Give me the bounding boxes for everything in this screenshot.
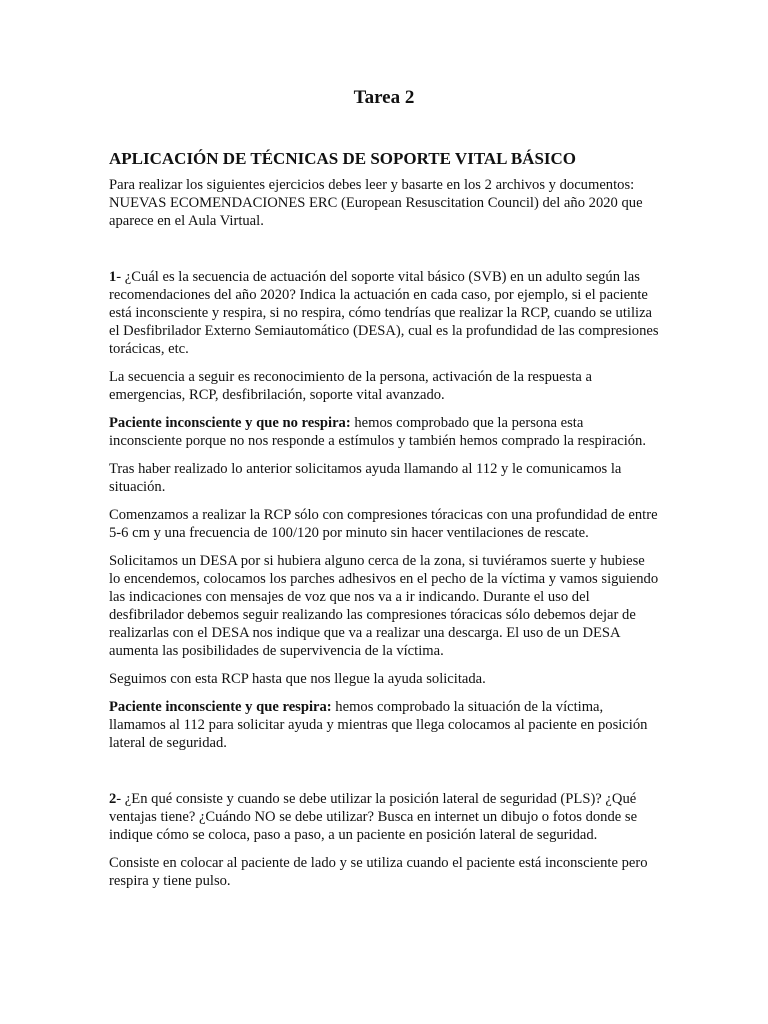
answer-1-continue: Seguimos con esta RCP hasta que nos llegue la ayuda solicitada.: [109, 671, 486, 687]
breathing-label: Paciente inconsciente y que respira:: [109, 699, 332, 715]
no-breathing-label: Paciente inconsciente y que no respira:: [109, 415, 351, 431]
no-breathing-text: hemos comprobado que la persona esta inconsciente porque no nos responde a estímulos y también hemos comprado la respiración.: [109, 415, 646, 449]
section-heading: APLICACIÓN DE TÉCNICAS DE SOPORTE VITAL BÁSICO: [109, 149, 577, 168]
answer-1-rcp: Comenzamos a realizar la RCP sólo con compresiones tóracicas con una profundidad de entre 5-6 cm y una frecuencia de 100/120 por minuto sin hacer ventilaciones de rescate.: [109, 507, 658, 541]
document-page: [109, 86, 659, 900]
question-2-number: 2: [109, 791, 117, 807]
question-1-text: - ¿Cuál es la secuencia de actuación del soporte vital básico (SVB) en un adulto según las recomendaciones del año 2020? Indica la actuación en cada caso, por ejemplo, si el paciente está inconsciente y respira, si no respira, cómo tendrías que realizar la RCP, cuando se utiliza el Desfibrilador Externo Semiautomático (DESA), cual es la profundidad de las compresiones torácicas, etc.: [109, 269, 659, 357]
answer-1-call-112: Tras haber realizado lo anterior solicitamos ayuda llamando al 112 y le comunicamos la situación.: [109, 461, 622, 495]
spacer: [109, 762, 659, 790]
question-2: [109, 790, 659, 844]
question-2-text: - ¿En qué consiste y cuando se debe utilizar la posición lateral de seguridad (PLS)? ¿Qué ventajas tiene? ¿Cuándo NO se debe utilizar? Busca en internet un dibujo o fotos donde se indique cómo se coloca, paso a paso, a un paciente en posición lateral de seguridad.: [109, 791, 638, 843]
answer-1-desa: Solicitamos un DESA por si hubiera alguno cerca de la zona, si tuviéramos suerte y hubiese lo encendemos, colocamos los parches adhesivos en el pecho de la víctima y vamos siguiendo las indicaciones con mensajes de voz que nos va a ir indicando. Durante el uso del desfibrilador debemos seguir realizando las compresiones tóracicas sólo debemos dejar de realizarlas con el DESA nos indique que va a realizar una descarga. El uso de un DESA aumenta las posibilidades de supervivencia de la víctima.: [109, 553, 659, 659]
answer-1-breathing: [109, 698, 659, 752]
answer-1-sequence: La secuencia a seguir es reconocimiento de la persona, activación de la respuesta a emergencias, RCP, desfibrilación, soporte vital avanzado.: [109, 369, 592, 403]
intro-paragraph: Para realizar los siguientes ejercicios debes leer y basarte en los 2 archivos y documentos: NUEVAS ECOMENDACIONES ERC (European Resuscitation Council) del año 2020 que aparece en el Aula Virtual.: [109, 177, 643, 229]
breathing-text: hemos comprobado la situación de la víctima, llamamos al 112 para solicitar ayuda y mientras que llega colocamos al paciente en posición lateral de seguridad.: [109, 699, 648, 751]
question-1-number: 1: [109, 269, 117, 285]
spacer: [109, 240, 659, 268]
document-title: Tarea 2: [353, 87, 415, 108]
answer-2-pls: Consiste en colocar al paciente de lado y se utiliza cuando el paciente está inconsciente pero respira y tiene pulso.: [109, 855, 648, 889]
answer-1-no-breathing: [109, 414, 659, 450]
question-1: [109, 268, 659, 358]
